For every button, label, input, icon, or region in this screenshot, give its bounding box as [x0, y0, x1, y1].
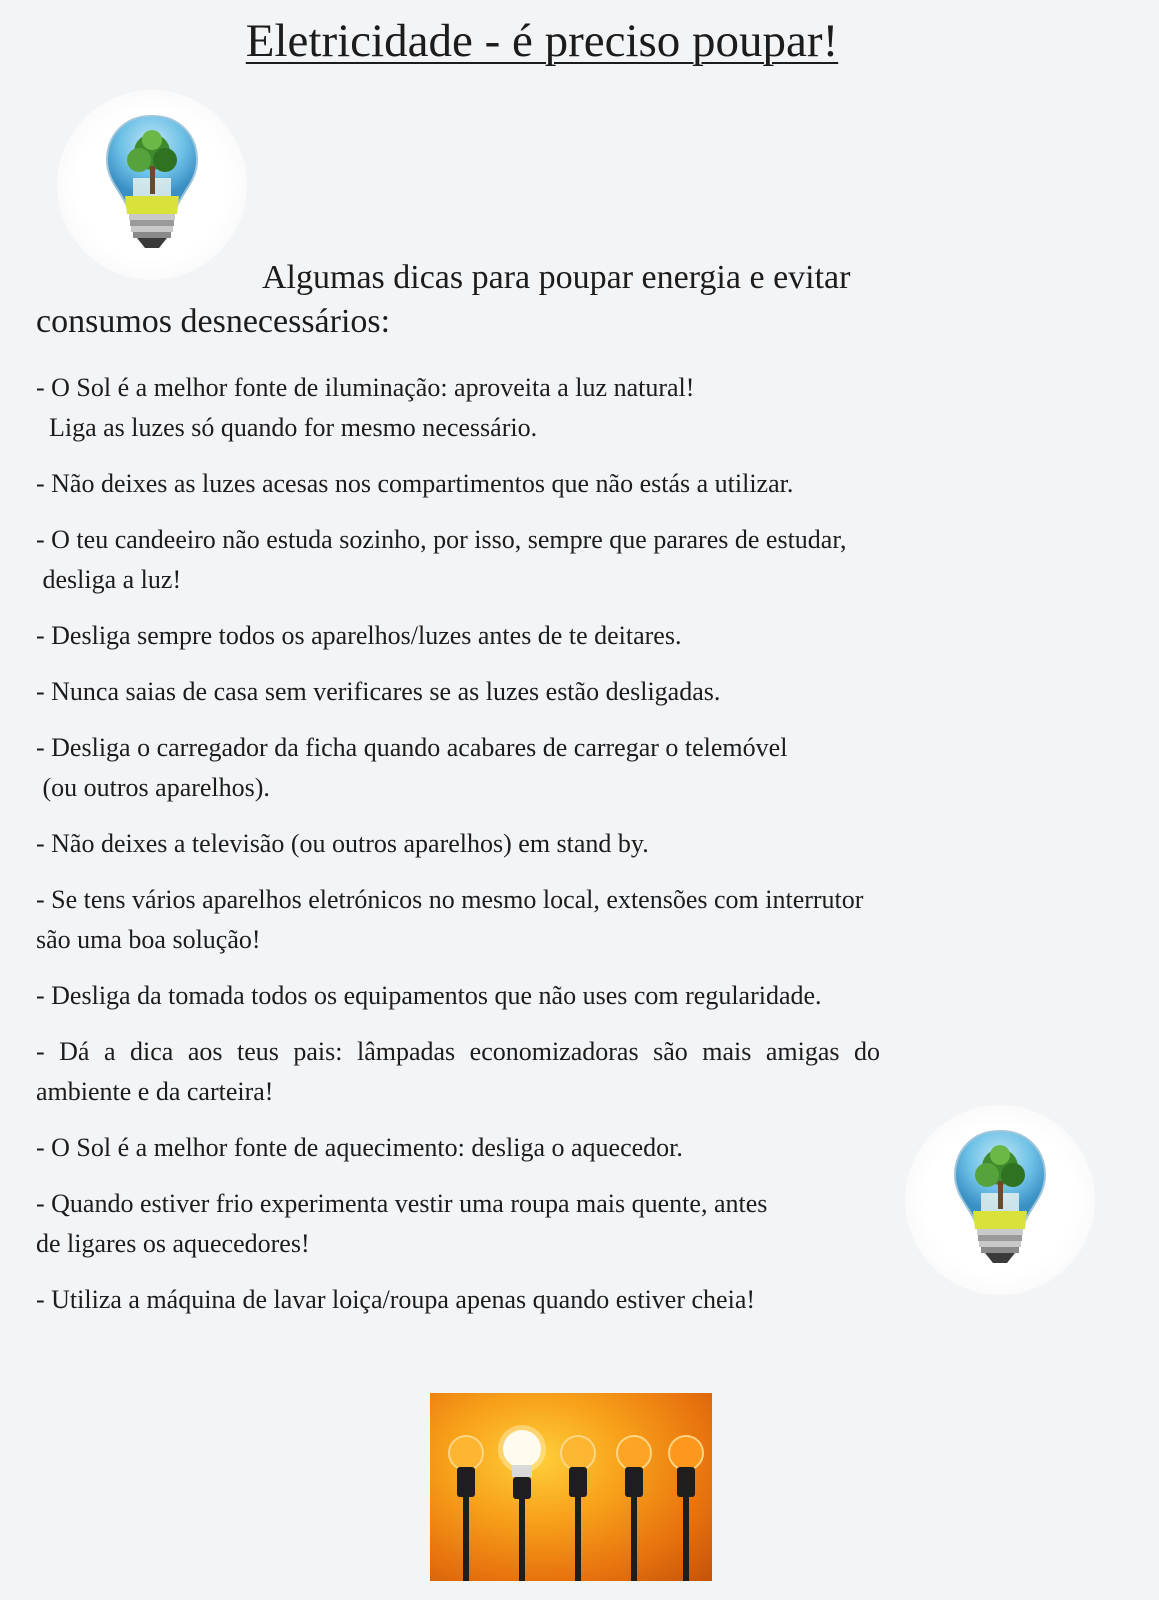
led-bulb-icon — [498, 1425, 546, 1581]
lightbulb-icon — [449, 1436, 483, 1581]
tip-item: - Dá a dica aos teus pais: lâmpadas economizadoras são mais amigas do ambiente e da carteira! — [36, 1037, 880, 1106]
tip-item: - Não deixes as luzes acesas nos compartimentos que não estás a utilizar. — [36, 469, 794, 498]
tips-list — [36, 368, 946, 1336]
tip-item: - O Sol é a melhor fonte de iluminação: aproveita a luz natural! Liga as luzes só quando for mesmo necessário. — [36, 373, 695, 442]
tip-item: - Não deixes a televisão (ou outros aparelhos) em stand by. — [36, 829, 649, 858]
tip-item: - Desliga o carregador da ficha quando acabares de carregar o telemóvel (ou outros aparelhos). — [36, 733, 788, 802]
lightbulb-icon — [617, 1436, 651, 1581]
tip-item: - Utiliza a máquina de lavar loiça/roupa apenas quando estiver cheia! — [36, 1285, 756, 1314]
eco-lightbulb-icon — [57, 90, 247, 280]
lightbulb-icon — [669, 1436, 703, 1581]
tip-item: - Desliga da tomada todos os equipamentos que não uses com regularidade. — [36, 981, 822, 1010]
intro-line-2: consumos desnecessários: — [36, 303, 391, 340]
tip-item: - Se tens vários aparelhos eletrónicos no mesmo local, extensões com interrutor são uma boa solução! — [36, 885, 864, 954]
page-title: Eletricidade - é preciso poupar! — [245, 15, 839, 67]
intro-heading — [36, 256, 1036, 344]
lightbulb-icon — [561, 1436, 595, 1581]
tip-item: - O Sol é a melhor fonte de aquecimento: desliga o aquecedor. — [36, 1133, 683, 1162]
tip-item: - Desliga sempre todos os aparelhos/luzes antes de te deitares. — [36, 621, 682, 650]
tip-item: - O teu candeeiro não estuda sozinho, por isso, sempre que parares de estudar, desliga a luz! — [36, 525, 847, 594]
tip-item: - Quando estiver frio experimenta vestir uma roupa mais quente, antes de ligares os aquecedores! — [36, 1189, 768, 1258]
row-of-lightbulbs-photo — [430, 1393, 712, 1581]
intro-line-1: Algumas dicas para poupar energia e evitar — [262, 259, 851, 296]
eco-lightbulb-icon — [905, 1105, 1095, 1295]
tip-item: - Nunca saias de casa sem verificares se as luzes estão desligadas. — [36, 677, 721, 706]
